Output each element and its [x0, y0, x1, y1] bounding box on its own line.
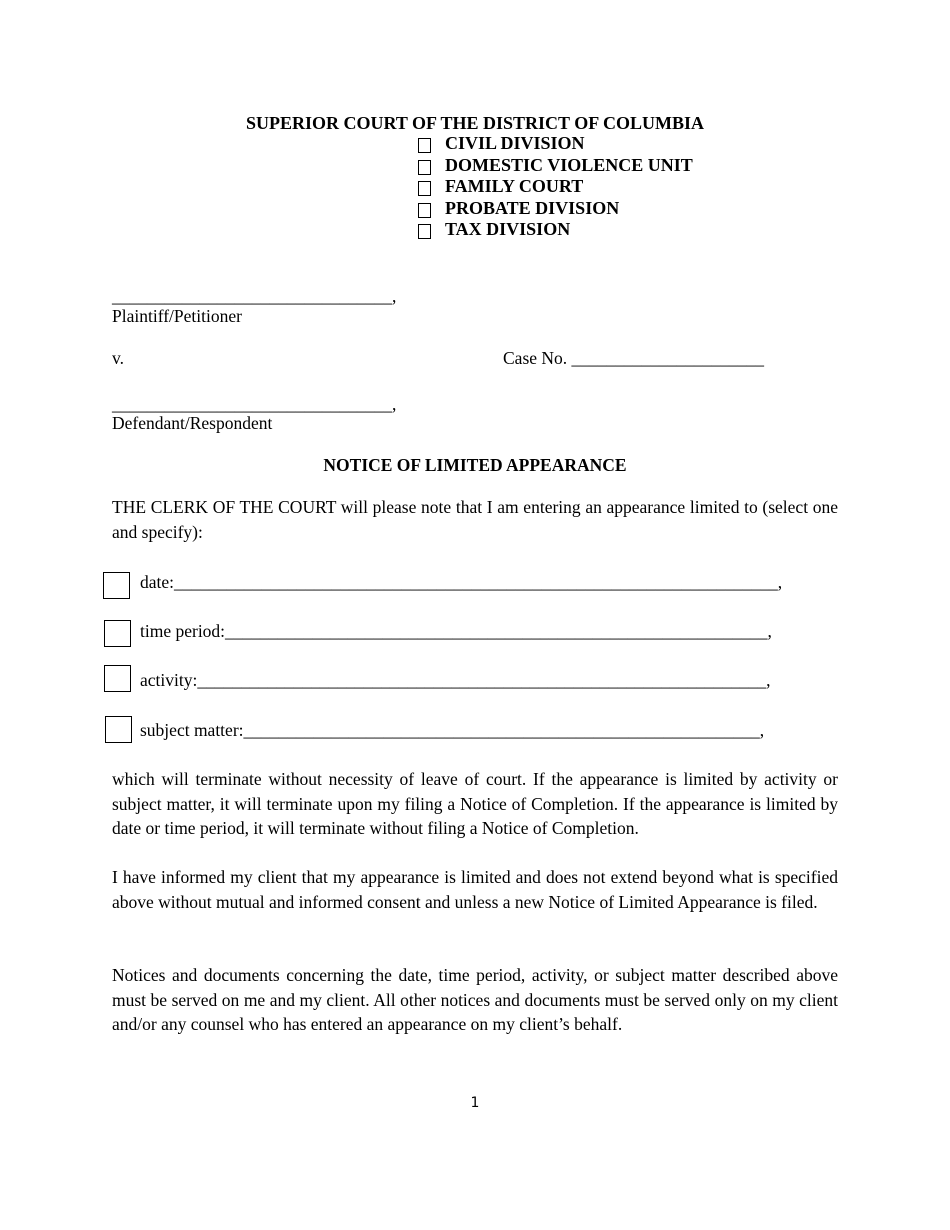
court-title: SUPERIOR COURT OF THE DISTRICT OF COLUMBIA	[245, 113, 705, 133]
intro-paragraph: THE CLERK OF THE COURT will please note that I am entering an appearance limited to (select one and specify):	[112, 497, 838, 542]
termination-paragraph: which will terminate without necessity of leave of court. If the appearance is limited by activity or subject matter, it will terminate upon my filing a Notice of Completion. If the appearance is limited by date or time period, it will terminate without filing a Notice of Completion.	[112, 769, 838, 839]
client-informed-paragraph: I have informed my client that my appearance is limited and does not extend beyond what is specified above without mutual and informed consent and unless a new Notice of Limited Appearance is filed.	[112, 867, 838, 912]
division-family-court	[418, 176, 693, 198]
defendant-label: Defendant/Respondent	[112, 413, 273, 433]
limit-activity-field[interactable]: activity:_________________________________________________________________,	[140, 670, 771, 690]
probate-division-checkbox[interactable]	[418, 203, 431, 218]
tax-division-checkbox[interactable]	[418, 224, 431, 239]
limit-activity-checkbox[interactable]	[104, 665, 131, 692]
limit-date-field[interactable]: date:_____________________________________________________________________,	[140, 572, 783, 592]
limit-date-checkbox[interactable]	[103, 572, 130, 599]
family-court-label: FAMILY COURT	[445, 176, 584, 197]
tax-division-label: TAX DIVISION	[445, 219, 571, 240]
division-civil	[418, 133, 693, 155]
division-probate	[418, 198, 693, 220]
plaintiff-name-field[interactable]: ________________________________,	[112, 286, 397, 306]
service-of-notices-paragraph: Notices and documents concerning the date, time period, activity, or subject matter described above must be served on me and my client. All other notices and documents must be served only on my client and/or any counsel who has entered an appearance on my client’s behalf.	[112, 965, 838, 1035]
probate-division-label: PROBATE DIVISION	[445, 197, 620, 218]
notice-title: NOTICE OF LIMITED APPEARANCE	[323, 455, 627, 475]
civil-division-label: CIVIL DIVISION	[445, 133, 585, 154]
limit-subject-matter-field[interactable]: subject matter:___________________________________________________________,	[140, 720, 765, 740]
versus-label: v.	[112, 348, 124, 368]
limit-time-period-field[interactable]: time period:______________________________________________________________,	[140, 621, 772, 641]
limit-subject-matter-checkbox[interactable]	[105, 716, 132, 743]
defendant-name-field[interactable]: ________________________________,	[112, 394, 397, 414]
domestic-violence-unit-checkbox[interactable]	[418, 160, 431, 175]
case-number-field[interactable]: Case No. ______________________	[503, 348, 765, 368]
civil-division-checkbox[interactable]	[418, 138, 431, 153]
limit-time-period-checkbox[interactable]	[104, 620, 131, 647]
page-number: 1	[470, 1095, 480, 1111]
division-tax	[418, 219, 693, 241]
division-domestic-violence	[418, 155, 693, 177]
plaintiff-label: Plaintiff/Petitioner	[112, 306, 242, 326]
domestic-violence-unit-label: DOMESTIC VIOLENCE UNIT	[445, 154, 693, 175]
division-checkbox-list	[418, 133, 693, 241]
family-court-checkbox[interactable]	[418, 181, 431, 196]
